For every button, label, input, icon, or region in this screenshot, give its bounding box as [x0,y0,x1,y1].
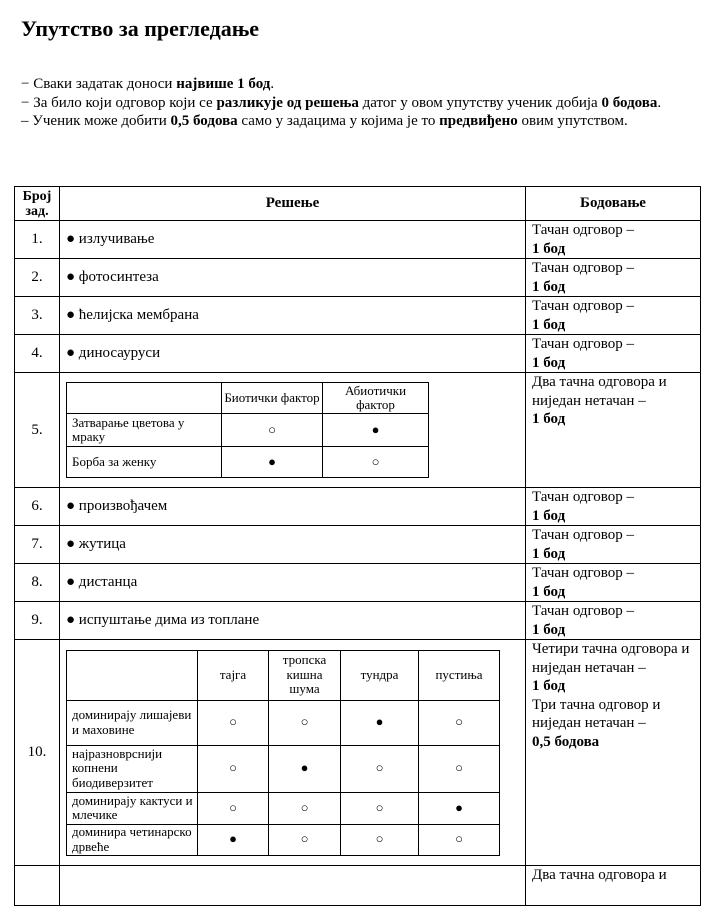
points-value: 1 бод [532,621,566,638]
empty-circle-icon: ○ [198,700,269,745]
solution-cell [60,373,526,488]
task-number: 7. [15,526,60,564]
instruction-text: разликује од решења [216,94,359,111]
points-value: 1 бод [532,507,566,524]
solution-cell: ● фотосинтеза [60,259,526,297]
instruction-line [21,75,661,94]
grid-row [67,447,429,478]
grid-row-label: доминирају лишајеви и маховине [67,700,198,745]
task-number: 2. [15,259,60,297]
filled-circle-icon: ● [269,745,341,792]
grid-row-label: доминира четинарско дрвеће [67,824,198,855]
empty-circle-icon: ○ [341,792,419,824]
task-number: 6. [15,488,60,526]
table-row [15,373,701,488]
points-cell [526,526,701,564]
instruction-text: предвиђено [439,113,518,129]
points-value: 1 бод [532,411,566,427]
points-cell [526,564,701,602]
grid-column-header: пустиња [419,650,500,700]
empty-circle-icon: ○ [323,447,429,478]
answer-key-table [14,186,701,906]
table-row [15,564,701,602]
empty-circle-icon: ○ [419,745,500,792]
instruction-line [21,112,661,131]
points-cell [526,488,701,526]
task-number: 10. [15,640,60,866]
instruction-text: овим упутством. [517,113,628,129]
task-number [15,866,60,906]
instruction-text: . [657,94,662,111]
grid-row-label: најразноврснији копнени биодиверзитет [67,745,198,792]
empty-circle-icon: ○ [419,824,500,855]
task-number: 5. [15,373,60,488]
grid-row [67,745,500,792]
instruction-text: само у задацима у којима је то [237,113,440,129]
filled-circle-icon: ● [341,700,419,745]
empty-circle-icon: ○ [198,745,269,792]
points-text: Тачан одговор – [532,565,635,581]
empty-circle-icon: ○ [269,700,341,745]
points-text: Тачан одговор – [532,603,635,619]
filled-circle-icon: ● [222,447,323,478]
instruction-text: − Сваки задатак доноси [21,76,177,92]
solution-cell [60,640,526,866]
solution-cell: ● дистанца [60,564,526,602]
filled-circle-icon: ● [419,792,500,824]
points-cell [526,297,701,335]
table-row [15,526,701,564]
task-number: 9. [15,602,60,640]
table-header-row [15,187,701,221]
points-value: 1 бод [532,545,566,562]
table-row [15,259,701,297]
task-number: 1. [15,221,60,259]
points-value: 1 бод [532,278,566,295]
empty-circle-icon: ○ [269,792,341,824]
grid-column-header: тропска кишна шума [269,650,341,700]
table-row [15,602,701,640]
solution-cell: ● диносауруси [60,335,526,373]
empty-circle-icon: ○ [341,824,419,855]
task-number: 3. [15,297,60,335]
points-value: 1 бод [532,354,566,371]
table-row [15,488,701,526]
instruction-text: – Ученик може добити [21,113,171,129]
points-text: Четири тачна одговора и ниједан нетачан – [532,641,690,676]
points-text: Тачан одговор – [532,489,635,505]
empty-circle-icon: ○ [222,414,323,447]
solution-cell: ● произвођачем [60,488,526,526]
table-row [15,866,701,906]
grid-column-header: Абиотички фактор [323,383,429,414]
points-cell [526,866,701,906]
instructions [21,75,661,131]
grid-column-header: тајга [198,650,269,700]
instruction-line [21,94,661,113]
task-number: 8. [15,564,60,602]
task-number: 4. [15,335,60,373]
points-text: Тачан одговор – [532,527,635,543]
points-text: Тачан одговор – [532,298,635,314]
points-value: 1 бод [532,240,566,257]
solution-cell: ● испуштање дима из топлане [60,602,526,640]
points-text: Три тачна одговор и ниједан нетачан – [532,696,661,731]
answer-grid [66,650,500,856]
page-title: Упутство за прегледање [21,16,260,41]
header-points: Бодовање [526,187,701,221]
instruction-text: 0 бодова [601,94,658,111]
answer-grid [66,382,429,478]
points-cell [526,602,701,640]
points-value: 1 бод [532,678,566,694]
grid-row [67,792,500,824]
grid-row-label: доминирају кактуси и млечике [67,792,198,824]
solution-cell [60,866,526,906]
solution-cell: ● жутица [60,526,526,564]
points-value: 1 бод [532,583,566,600]
table-row [15,221,701,259]
filled-circle-icon: ● [323,414,429,447]
table-row [15,640,701,866]
grid-column-header: Биотички фактор [222,383,323,414]
grid-row [67,824,500,855]
instruction-text: датог у овом упутству ученик добија [358,94,602,111]
table-row [15,335,701,373]
grid-row [67,700,500,745]
header-solution: Решење [60,187,526,221]
table-row [15,297,701,335]
empty-circle-icon: ○ [269,824,341,855]
empty-circle-icon: ○ [341,745,419,792]
instruction-text: највише 1 бод [176,76,271,92]
points-cell [526,640,701,866]
header-num: Број зад. [15,187,60,221]
solution-cell: ● ћелијска мембрана [60,297,526,335]
instruction-text: 0,5 бодова [170,113,238,129]
points-text: Тачан одговор – [532,260,635,276]
grid-row [67,414,429,447]
grid-column-header: тундра [341,650,419,700]
points-value: 0,5 бодова [532,733,600,750]
points-text: Тачан одговор – [532,336,635,352]
points-text: Два тачна одговора и [532,867,667,883]
empty-circle-icon: ○ [198,792,269,824]
points-value: 1 бод [532,316,566,333]
points-text: Два тачна одговора и ниједан нетачан – [532,374,667,409]
points-cell [526,259,701,297]
points-cell [526,221,701,259]
points-cell [526,335,701,373]
instruction-text: . [270,76,275,92]
grid-corner [67,383,222,414]
points-text: Тачан одговор – [532,222,635,238]
grid-row-label: Борба за женку [67,447,222,478]
instruction-text: − За било који одговор који се [21,94,217,111]
grid-row-label: Затварање цветова у мраку [67,414,222,447]
points-cell [526,373,701,488]
empty-circle-icon: ○ [419,700,500,745]
grid-corner [67,650,198,700]
filled-circle-icon: ● [198,824,269,855]
solution-cell: ● излучивање [60,221,526,259]
